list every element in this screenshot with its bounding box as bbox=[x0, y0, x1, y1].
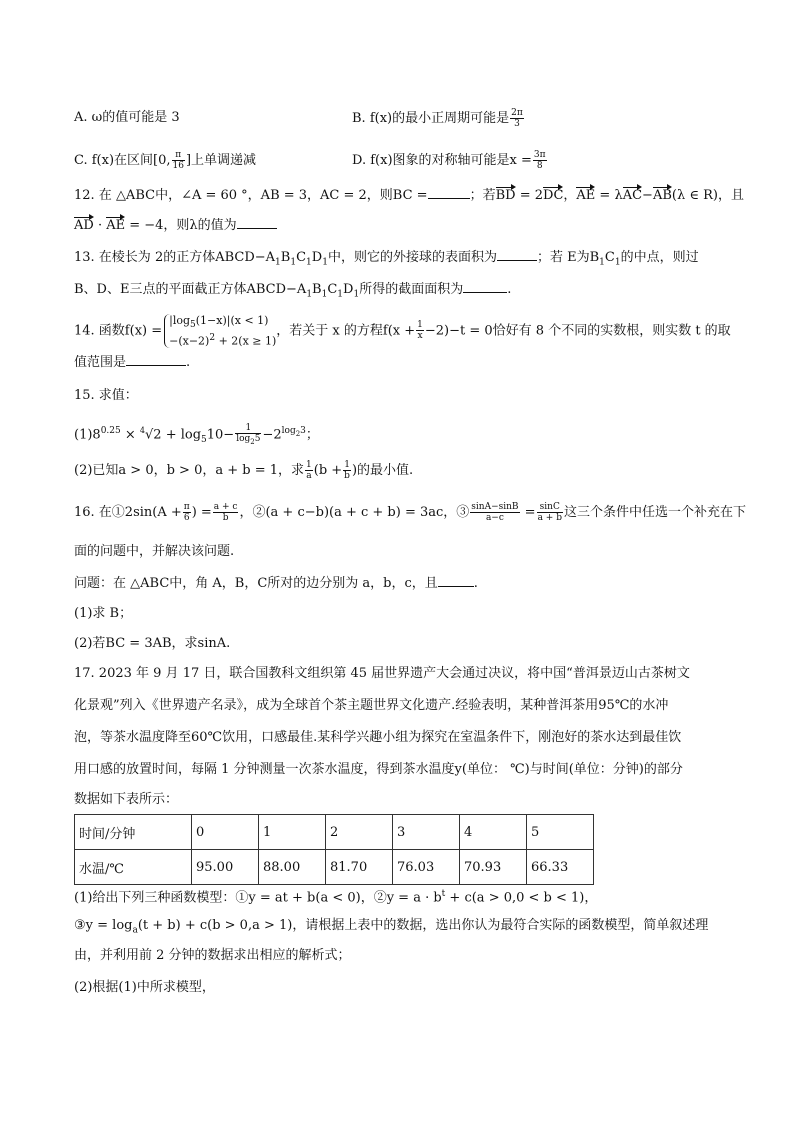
q17-text: (t + b) + c(b > 0,a > 1)，请根据上表中的数据，选出你认为最符合实际的函数模型，简单叙述理 bbox=[137, 918, 709, 933]
subscript: 1 bbox=[353, 289, 360, 300]
subscript: 5 bbox=[201, 434, 207, 445]
q16-line-3 bbox=[74, 574, 478, 594]
q12-text: = λ bbox=[595, 188, 623, 203]
q14-text: 14. 函数f(x) = bbox=[74, 323, 163, 339]
option-a-text: A. ω的值可能是 3 bbox=[74, 110, 180, 125]
denominator: b bbox=[222, 513, 229, 523]
q13-text: . bbox=[507, 282, 512, 297]
table-cell: 1 bbox=[259, 815, 326, 850]
root-index: 4 bbox=[139, 426, 145, 435]
q16-text: 面的问题中，并解决该问题. bbox=[74, 544, 235, 559]
log-text: log bbox=[236, 433, 251, 444]
fraction bbox=[343, 460, 351, 481]
temperature-table bbox=[74, 814, 594, 885]
q15-text: 10− bbox=[206, 427, 235, 443]
q13-text: 13. 在棱长为 2的正方体ABCD−A bbox=[74, 250, 276, 265]
numerator: 1 bbox=[306, 460, 312, 470]
answer-blank[interactable] bbox=[438, 574, 474, 587]
q16-part-1 bbox=[74, 604, 132, 624]
superscript: t bbox=[441, 889, 446, 899]
numerator: sinA−sinB bbox=[471, 502, 519, 512]
fraction bbox=[510, 108, 524, 129]
q15-text: )的最小值. bbox=[351, 463, 414, 478]
q16-text: . bbox=[473, 576, 478, 591]
q13-text: C bbox=[604, 250, 615, 265]
q16-text: 问题：在 △ABC中，角 A，B，C所对的边分别为 a，b，c，且 bbox=[74, 576, 438, 591]
q13-text: 的中点，则过 bbox=[620, 250, 699, 265]
piecewise-function bbox=[164, 314, 276, 348]
subscript: 1 bbox=[599, 257, 605, 268]
denominator: a + b bbox=[537, 513, 562, 523]
q16-text: (2)若BC = 3AB，求sinA. bbox=[74, 636, 231, 651]
fraction bbox=[235, 423, 261, 447]
denominator: a bbox=[306, 471, 312, 481]
vector-ae: AE bbox=[576, 186, 595, 206]
case-1: |log bbox=[169, 314, 191, 327]
subscript: 1 bbox=[337, 289, 344, 300]
q17-text: (2)根据(1)中所求模型， bbox=[74, 980, 215, 995]
numerator: 2π bbox=[511, 108, 523, 118]
q16-text: ，②(a + c−b)(a + c + b) = 3ac，③ bbox=[239, 505, 470, 520]
q13-text: C bbox=[327, 282, 338, 297]
q11-option-c bbox=[74, 150, 256, 171]
subscript: 2 bbox=[295, 429, 301, 438]
table-header-temp: 水温/℃ bbox=[75, 850, 192, 885]
vector-dc: DC bbox=[543, 186, 563, 206]
table-cell: 5 bbox=[527, 815, 594, 850]
q17-text: + c(a > 0,0 < b < 1)， bbox=[445, 890, 598, 906]
superscript: 0.25 bbox=[100, 426, 121, 436]
table-cell: 66.33 bbox=[527, 850, 594, 885]
q17-text: 由，并利用前 2 分钟的数据求出相应的解析式； bbox=[74, 948, 351, 963]
denominator: x bbox=[417, 331, 423, 342]
answer-blank[interactable] bbox=[497, 248, 537, 261]
q17-line-2 bbox=[74, 696, 668, 716]
table-cell: 3 bbox=[393, 815, 460, 850]
q11-option-a bbox=[74, 108, 180, 128]
table-cell: 4 bbox=[460, 815, 527, 850]
q15-text: (2)已知a > 0，b > 0，a + b = 1，求 bbox=[74, 463, 305, 478]
table-cell: 0 bbox=[192, 815, 259, 850]
q12-text: ；若 bbox=[469, 188, 496, 203]
q17-part-1-line-3 bbox=[74, 946, 351, 966]
numerator: π bbox=[172, 150, 185, 161]
denominator: 6 bbox=[183, 513, 190, 523]
q15-text: 15. 求值： bbox=[74, 388, 138, 403]
numerator: 1 bbox=[235, 423, 261, 434]
fraction bbox=[470, 502, 519, 523]
denominator: 8 bbox=[536, 161, 543, 171]
subscript: 1 bbox=[306, 289, 313, 300]
vector-ad: AD bbox=[74, 216, 94, 236]
q13-text: B、D、E三点的平面截正方体ABCD−A bbox=[74, 282, 307, 297]
q16-text: (1)求 B； bbox=[74, 606, 133, 621]
table-cell: 95.00 bbox=[192, 850, 259, 885]
subscript: 1 bbox=[322, 257, 328, 268]
fraction bbox=[213, 502, 239, 523]
q16-text: = bbox=[520, 505, 536, 520]
subscript: 1 bbox=[306, 257, 312, 268]
subscript: 1 bbox=[290, 257, 297, 268]
q17-line-1 bbox=[74, 664, 690, 684]
denominator: 3 bbox=[514, 119, 520, 129]
log-arg: 3 bbox=[300, 426, 306, 436]
option-b-text: B. f(x)的最小正周期可能是 bbox=[352, 111, 510, 126]
q14-text: 值范围是 bbox=[74, 355, 127, 370]
q17-part-1-line-1 bbox=[74, 884, 597, 908]
fraction bbox=[305, 460, 313, 481]
q16-line-1 bbox=[74, 500, 746, 526]
q13-text: C bbox=[296, 250, 307, 265]
answer-blank[interactable] bbox=[237, 216, 277, 229]
fraction bbox=[172, 150, 185, 171]
q13-text: B bbox=[280, 250, 291, 265]
q13-text: B bbox=[312, 282, 322, 297]
table-row bbox=[75, 850, 594, 885]
table-row bbox=[75, 815, 594, 850]
q12-line-2 bbox=[74, 216, 277, 236]
table-cell: 88.00 bbox=[259, 850, 326, 885]
case-1-end: (1−x)|(x < 1) bbox=[195, 314, 269, 327]
q14-line-1 bbox=[74, 314, 731, 348]
q12-text: · bbox=[93, 218, 107, 233]
subscript: 1 bbox=[321, 289, 328, 300]
numerator: π bbox=[183, 502, 190, 512]
denominator: a−c bbox=[485, 513, 504, 523]
q15-text: + log bbox=[161, 427, 202, 443]
table-cell: 70.93 bbox=[460, 850, 527, 885]
q17-line-4 bbox=[74, 760, 683, 780]
subscript: 1 bbox=[275, 257, 281, 268]
case-2: −(x−2) bbox=[169, 334, 210, 348]
q12-text: − bbox=[642, 188, 653, 203]
superscript: 2 bbox=[209, 333, 216, 344]
fraction bbox=[416, 320, 424, 341]
denominator: 16 bbox=[172, 161, 184, 171]
log-arg: 5 bbox=[254, 433, 261, 444]
q15-part-2 bbox=[74, 458, 413, 484]
q13-text: 中，则它的外接球的表面积为 bbox=[327, 250, 497, 265]
q13-line-2 bbox=[74, 280, 511, 305]
fraction bbox=[537, 502, 563, 523]
table-cell: 81.70 bbox=[326, 850, 393, 885]
log-text: log bbox=[281, 426, 296, 436]
option-d-text: D. f(x)图象的对称轴可能是x = bbox=[352, 153, 532, 168]
q16-line-2 bbox=[74, 542, 234, 562]
q16-part-2 bbox=[74, 634, 230, 654]
numerator: 1 bbox=[417, 320, 423, 331]
q14-text: . bbox=[186, 355, 191, 370]
q17-text: 泡，等茶水温度降至60℃饮用，口感最佳.某科学兴趣小组为探究在室温条件下，刚泡好的茶水达到最佳饮 bbox=[74, 730, 682, 745]
fraction bbox=[183, 502, 191, 523]
subscript: a bbox=[132, 925, 138, 936]
q12-text: 12. 在 △ABC中，∠A = 60 °，AB = 3，AC = 2，则BC = bbox=[74, 188, 428, 203]
answer-blank[interactable] bbox=[428, 186, 470, 199]
q14-text: ，若关于 x 的方程f(x + bbox=[276, 323, 416, 339]
q17-text: 数据如下表所示： bbox=[74, 792, 179, 807]
numerator: sinC bbox=[537, 502, 563, 513]
superscript bbox=[282, 426, 306, 436]
option-c-text: C. f(x)在区间[0, bbox=[74, 153, 171, 168]
q15-text: −2 bbox=[262, 427, 282, 443]
radical: √2 bbox=[145, 427, 162, 443]
subscript: 5 bbox=[190, 320, 196, 331]
denominator bbox=[235, 434, 261, 447]
option-c-text-end: ]上单调递减 bbox=[185, 153, 257, 168]
q17-text: 17. 2023 年 9 月 17 日，联合国教科文组织第 45 届世界遗产大会通过决议，将中国“普洱景迈山古茶树文 bbox=[74, 666, 690, 681]
q16-text: 16. 在①2sin(A + bbox=[74, 505, 182, 520]
q11-option-b bbox=[352, 108, 525, 129]
q13-text: 所得的截面面积为 bbox=[359, 282, 464, 297]
numerator: 3π bbox=[533, 150, 546, 160]
q15-text: × bbox=[120, 427, 140, 443]
answer-blank[interactable] bbox=[463, 280, 507, 293]
vector-ae: AE bbox=[106, 216, 125, 236]
answer-blank[interactable] bbox=[126, 353, 186, 366]
vector-ab: AB bbox=[653, 186, 672, 206]
numerator: 1 bbox=[344, 460, 350, 470]
q17-line-3 bbox=[74, 728, 681, 748]
numerator: a + c bbox=[213, 502, 238, 512]
denominator: b bbox=[344, 471, 350, 481]
q17-line-5 bbox=[74, 790, 178, 810]
table-cell: 76.03 bbox=[393, 850, 460, 885]
q12-text: (λ ∈ R)，且 bbox=[671, 188, 744, 203]
q17-text: 化景观”列入《世界遗产名录》，成为全球首个茶主题世界文化遗产.经验表明，某种普洱茶用95℃的水冲 bbox=[74, 698, 669, 713]
q15-part-1 bbox=[74, 418, 319, 453]
q17-part-2 bbox=[74, 978, 215, 998]
q13-line-1 bbox=[74, 248, 699, 273]
q15-text: (b + bbox=[313, 463, 343, 478]
table-cell: 2 bbox=[326, 815, 393, 850]
fraction bbox=[533, 150, 547, 171]
vector-bd: BD bbox=[496, 186, 516, 206]
q14-line-2 bbox=[74, 353, 190, 373]
q16-text: ) = bbox=[191, 505, 212, 520]
q11-option-d bbox=[352, 150, 548, 171]
q15-title bbox=[74, 386, 138, 406]
subscript: 2 bbox=[250, 437, 255, 446]
q15-text: ； bbox=[305, 427, 319, 443]
case-2-end: + 2(x ≥ 1) bbox=[215, 334, 277, 348]
vector-ac: AC bbox=[623, 186, 642, 206]
q12-text: ， bbox=[563, 188, 577, 203]
q13-text: D bbox=[343, 282, 354, 297]
q12-text: = −4，则λ的值为 bbox=[125, 218, 237, 233]
q14-text: −2)−t = 0恰好有 8 个不同的实数根，则实数 t 的取 bbox=[424, 323, 731, 339]
q13-text: ；若 E为B bbox=[536, 250, 600, 265]
q12-text: = 2 bbox=[515, 188, 544, 203]
q13-text: D bbox=[311, 250, 323, 265]
q17-part-1-line-2 bbox=[74, 916, 708, 941]
q17-text: (1)给出下列三种函数模型：①y = at + b(a < 0)，②y = a · b bbox=[74, 890, 442, 906]
q17-text: ③y = log bbox=[74, 918, 133, 933]
subscript: 1 bbox=[614, 257, 621, 268]
table-header-time: 时间/分钟 bbox=[75, 815, 192, 850]
q16-text: 这三个条件中任选一个补充在下 bbox=[563, 505, 746, 520]
q15-text: (1)8 bbox=[74, 427, 101, 443]
q12-line-1 bbox=[74, 186, 744, 206]
q17-text: 用口感的放置时间，每隔 1 分钟测量一次茶水温度，得到茶水温度y(单位： ℃)与时间(单位：分钟)的部分 bbox=[74, 762, 683, 777]
